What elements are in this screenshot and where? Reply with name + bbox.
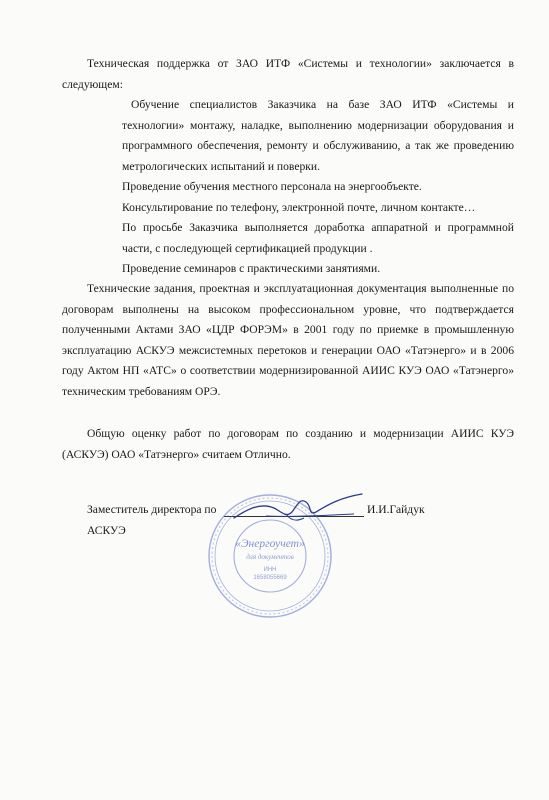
list-item-training-local-staff: Проведение обучения местного персонала на энергообъекте. (122, 180, 422, 193)
stamp-inn-label: ИНН (263, 567, 277, 573)
signatory-position-line1: Заместитель директора по (87, 503, 217, 516)
signatory-name: И.И.Гайдук (367, 503, 425, 516)
technical-docs-paragraph: Технические задания, проектная и эксплуатационная документация выполненные по договорам выполнены на высоком профессиональном уровне, что подтверждается полученными Актами ЗАО «ЦДР ФОРЭМ» в 2001 году по приемке в промышленную эксплуатацию АСКУЭ межсистемных перетоков и генерации ОАО «Татэнерго» и в 2006 году Актом НП «АТС» о соответствии модернизированной АИИС КУЭ ОАО «Татэнерго» техническим требованиям ОРЭ. (62, 282, 514, 398)
list-item-training-specialists: Обучение специалистов Заказчика на базе ЗАО ИТФ «Системы и технологии» монтажу, наладке, выполнению модернизации оборудования и программного обеспечения, ремонту и обслуживанию, а так же проведению метрологических испытаний и поверки. (122, 98, 514, 173)
stamp-center-subtitle: для документов (246, 553, 294, 561)
stamp-inn-number: 1658055669 (253, 575, 287, 581)
list-item-consulting: Консультирование по телефону, электронной почте, личном контакте… (122, 201, 476, 214)
signatory-position-line2: АСКУЭ (87, 524, 126, 537)
overall-assessment-paragraph: Общую оценку работ по договорам по созданию и модернизации АИИС КУЭ (АСКУЭ) ОАО «Татэнерго» считаем Отлично. (62, 427, 514, 461)
handwritten-signature (226, 488, 366, 528)
list-item-customization: По просьбе Заказчика выполняется доработка аппаратной и программной части, с последующей сертификацией продукции . (122, 221, 514, 255)
list-item-seminars: Проведение семинаров с практическими занятиями. (122, 262, 381, 275)
intro-paragraph: Техническая поддержка от ЗАО ИТФ «Системы и технологии» заключается в следующем: (62, 57, 514, 91)
stamp-center-title: «Энергоучет» (235, 538, 305, 550)
